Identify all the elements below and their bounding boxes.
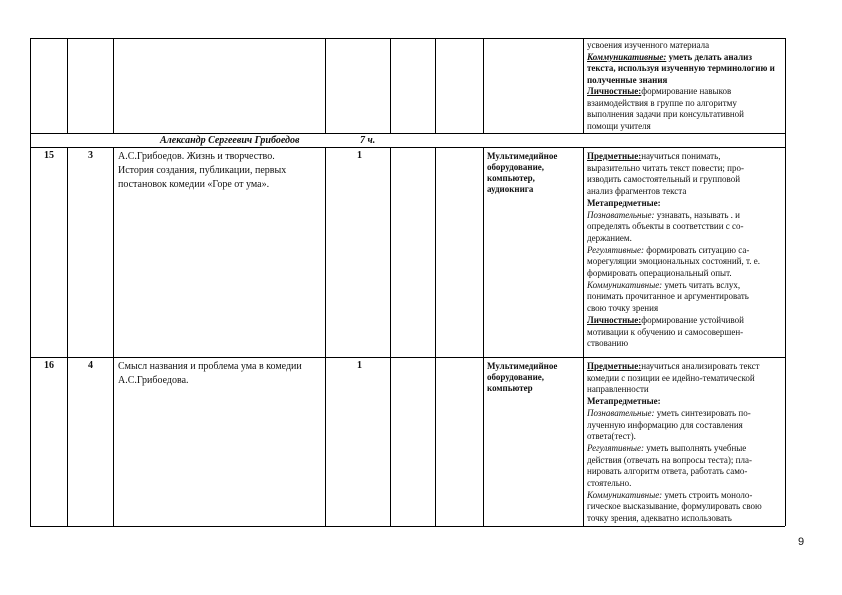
text-run: полученные знания (587, 74, 668, 85)
text-run: формирование устойчивой (641, 314, 744, 325)
page-number: 9 (798, 536, 805, 548)
text-run: лученную информацию для составления (587, 419, 743, 430)
text-line (587, 151, 720, 162)
text-run: выполнения задачи при консультативной (587, 109, 744, 119)
text-run: формирование навыков (641, 86, 732, 96)
text-run: научиться анализировать текст (641, 361, 760, 371)
text-line (587, 466, 747, 477)
grid-line (30, 147, 785, 148)
grid-line (390, 38, 391, 133)
grid-line (325, 38, 326, 133)
text-line (587, 233, 632, 244)
text-line (587, 186, 686, 197)
grid-line (785, 38, 786, 133)
text-line (587, 63, 775, 74)
grid-line (30, 147, 31, 526)
text-line (587, 373, 755, 384)
text-run: Коммуникативные: (587, 279, 663, 290)
text-run: ствованию (587, 338, 629, 349)
grid-line (30, 133, 785, 134)
text-run: гическое высказывание, формулировать свою (587, 501, 762, 512)
text-line: А.С.Грибоедов. Жизнь и творчество. (118, 151, 275, 162)
lesson-number: 15 (44, 150, 54, 161)
text-run: уметь читать вслух, (662, 279, 741, 290)
text-run: усвоения изученного материала (587, 40, 710, 50)
grid-line (785, 133, 786, 147)
text-line (587, 280, 740, 291)
text-run: держанием. (587, 232, 632, 243)
text-run: Коммуникативные: (587, 489, 663, 500)
text-run: Метапредметные: (587, 197, 661, 208)
text-run: морегуляции эмоциональных состояний, т. е. (587, 256, 760, 267)
text-line: Мультимедийное (487, 361, 558, 371)
text-line (587, 221, 744, 232)
text-run: уметь делать анализ (666, 51, 752, 62)
text-line (587, 174, 740, 185)
grid-line (435, 147, 436, 526)
grid-line (30, 526, 785, 527)
text-line (587, 198, 661, 209)
text-line (587, 443, 746, 454)
text-run: Регулятивные: (587, 442, 644, 453)
text-line (587, 513, 732, 524)
text-run: научиться понимать, (641, 151, 721, 161)
text-line (587, 291, 749, 302)
text-line (587, 455, 752, 466)
text-run: уметь строить моноло- (662, 489, 753, 500)
text-run: Предметные: (587, 151, 642, 161)
text-line: компьютер, (487, 173, 535, 183)
section-author: Александр Сергеевич Грибоедов (160, 135, 300, 146)
text-run: формировать операциональный опыт. (587, 268, 732, 278)
text-run: действия (отвечать на вопросы теста); пла- (587, 454, 752, 465)
text-line: Смысл названия и проблема ума в комедии (118, 361, 302, 372)
grid-line (785, 147, 786, 526)
text-line (587, 420, 743, 431)
text-line (587, 98, 737, 109)
text-run: уметь выполнять учебные (644, 442, 747, 453)
lesson-hours: 1 (357, 360, 362, 371)
grid-line (30, 38, 785, 39)
text-run: нировать алгоритм ответа, работать само- (587, 466, 748, 477)
grid-line (113, 147, 114, 526)
text-run: Познавательные: (587, 209, 655, 220)
text-line: компьютер (487, 383, 533, 393)
text-run: взаимодействия в группе по алгоритму (587, 97, 737, 108)
text-run: изводить самостоятельный и групповой (587, 174, 741, 185)
text-line (587, 431, 636, 442)
text-line (587, 245, 749, 256)
text-line (587, 490, 752, 501)
grid-line (583, 147, 584, 526)
grid-line (113, 38, 114, 133)
text-line (587, 478, 631, 489)
grid-line (30, 38, 31, 133)
text-run: текста, используя изученную терминологию и (587, 63, 775, 73)
text-run: комедии с позиции ее идейно-тематической (587, 372, 755, 383)
text-line (587, 163, 744, 174)
text-run: анализ фрагментов текста (587, 186, 687, 197)
grid-line (435, 38, 436, 133)
lesson-subnumber: 3 (88, 150, 93, 161)
text-line (587, 109, 744, 120)
text-run: выразительно читать текст повести; про- (587, 162, 744, 173)
lesson-subnumber: 4 (88, 360, 93, 371)
text-line: А.С.Грибоедова. (118, 375, 189, 386)
text-line (587, 384, 649, 395)
text-line (587, 52, 752, 63)
grid-line (325, 147, 326, 526)
text-line (587, 303, 658, 314)
text-line (587, 501, 762, 512)
lesson-hours: 1 (357, 150, 362, 161)
text-line: аудиокнига (487, 184, 534, 194)
text-line (587, 315, 744, 326)
text-line (587, 268, 732, 279)
text-line (587, 408, 751, 419)
text-line (587, 75, 667, 86)
text-run: направленности (587, 384, 649, 395)
text-run: Регулятивные: (587, 244, 644, 255)
grid-line (30, 357, 785, 358)
text-run: свою точку зрения (587, 303, 659, 314)
grid-line (483, 147, 484, 526)
text-run: понимать прочитанное и аргументировать (587, 291, 749, 302)
text-run: Личностные: (587, 314, 642, 325)
text-line (587, 86, 731, 97)
text-run: мотивации к обучению и самосовершен- (587, 326, 744, 337)
grid-line (483, 38, 484, 133)
grid-line (30, 133, 31, 147)
grid-line (583, 38, 584, 133)
text-run: Предметные: (587, 361, 642, 371)
grid-line (67, 147, 68, 526)
text-run: ответа(тест). (587, 431, 636, 442)
text-run: Метапредметные: (587, 396, 661, 407)
text-line (587, 396, 661, 407)
text-line (587, 210, 740, 221)
text-line (587, 40, 709, 51)
text-line (587, 338, 628, 349)
text-run: точку зрения, адекватно использовать (587, 513, 732, 524)
text-run: помощи учителя (587, 120, 651, 131)
text-run: узнавать, называть . и (654, 209, 741, 220)
text-line (587, 121, 651, 132)
text-line: оборудование, (487, 372, 545, 382)
text-line: оборудование, (487, 162, 545, 172)
text-line (587, 327, 743, 338)
text-run: Личностные: (587, 86, 642, 96)
lesson-number: 16 (44, 360, 54, 371)
text-line (587, 361, 760, 372)
text-run: определять объекты в соответствии с со- (587, 221, 744, 232)
text-line (587, 256, 760, 267)
text-line: История создания, публикации, первых (118, 165, 287, 176)
grid-line (390, 147, 391, 526)
text-line: постановок комедии «Горе от ума». (118, 179, 270, 190)
text-run: формировать ситуацию са- (644, 244, 750, 255)
text-run: уметь синтезировать по- (654, 407, 751, 418)
grid-line (67, 38, 68, 133)
text-run: стоятельно. (587, 478, 632, 488)
text-line: Мультимедийное (487, 151, 558, 161)
text-run: Коммуникативные: (587, 51, 667, 62)
text-run: Познавательные: (587, 407, 655, 418)
section-hours: 7 ч. (360, 135, 376, 146)
